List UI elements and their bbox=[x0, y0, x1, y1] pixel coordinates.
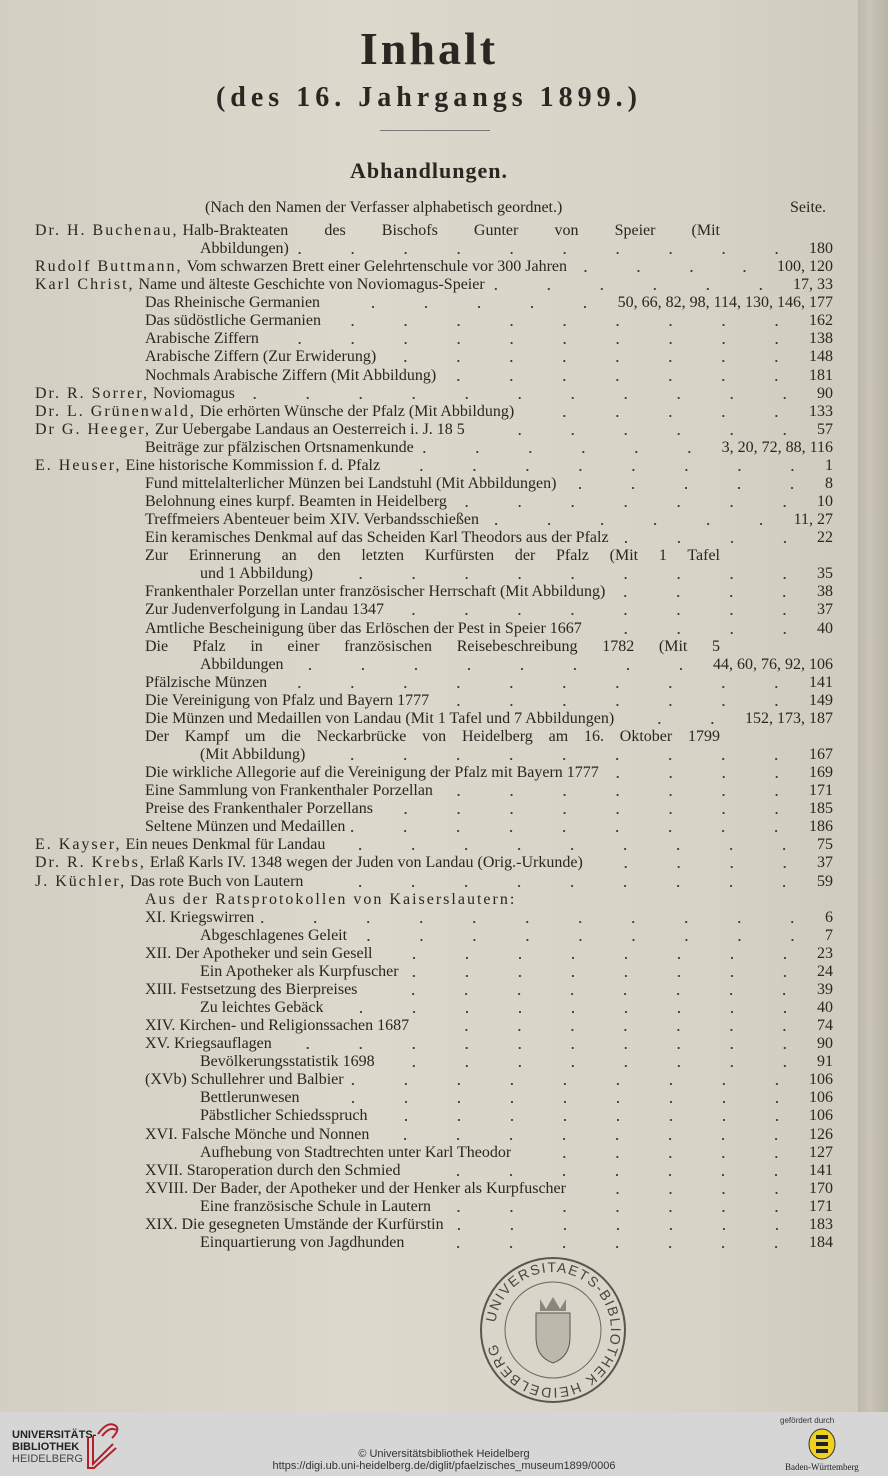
library-name-line: HEIDELBERG bbox=[12, 1453, 83, 1465]
toc-entry bbox=[145, 782, 833, 800]
divider bbox=[380, 130, 490, 131]
entry-pages: 22 bbox=[817, 529, 833, 547]
toc-entry bbox=[145, 439, 833, 457]
entry-title: Bettlerunwesen bbox=[200, 1089, 300, 1107]
toc-entry bbox=[200, 656, 833, 674]
dot-leader bbox=[386, 468, 819, 472]
dot-leader bbox=[273, 685, 803, 689]
dot-leader bbox=[375, 1137, 803, 1141]
entry-title: Die Pfalz in einer französischen Reisebeschreibung 1782 (Mit 5 bbox=[145, 637, 720, 655]
dot-leader bbox=[611, 594, 811, 598]
toc-entry bbox=[145, 367, 833, 385]
toc-entry bbox=[145, 312, 833, 330]
entry-author: E. Heuser, bbox=[35, 456, 122, 474]
library-name-line: UNIVERSITÄTS- bbox=[12, 1429, 97, 1441]
toc-entry bbox=[35, 421, 833, 439]
dot-leader bbox=[588, 631, 811, 635]
toc-entry bbox=[145, 981, 833, 999]
dot-leader bbox=[405, 974, 811, 978]
copyright: © Universitätsbibliothek Heidelberg bbox=[358, 1448, 530, 1460]
entry-title: XIV. Kirchen- und Religionssachen 1687 bbox=[145, 1017, 410, 1035]
toc-entry bbox=[145, 728, 720, 746]
entry-pages: 59 bbox=[817, 872, 833, 890]
toc-entry bbox=[200, 746, 833, 764]
dot-leader bbox=[415, 1028, 811, 1032]
dot-leader bbox=[379, 811, 803, 815]
entry-title: Abbildungen bbox=[200, 655, 284, 673]
dot-leader bbox=[573, 269, 771, 273]
entry-pages: 90 bbox=[817, 1035, 833, 1053]
toc-entry bbox=[145, 638, 720, 656]
entry-pages: 10 bbox=[817, 493, 833, 511]
entry-title: Das Rheinische Germanien bbox=[145, 294, 321, 312]
entry-pages: 39 bbox=[817, 980, 833, 998]
dot-leader bbox=[589, 865, 811, 869]
dot-leader bbox=[453, 504, 811, 508]
entry-title: XV. Kriegsauflagen bbox=[145, 1035, 272, 1053]
entry-title: Pfälzische Münzen bbox=[145, 673, 268, 691]
dot-leader bbox=[390, 612, 811, 616]
toc-entry bbox=[35, 385, 833, 403]
entry-title: Amtliche Bescheinigung über das Erlöschen der Pest in Speier 1667 bbox=[145, 619, 582, 637]
entry-pages: 149 bbox=[809, 691, 833, 709]
entry-pages: 167 bbox=[809, 746, 833, 764]
entry-pages: 152, 173, 187 bbox=[745, 709, 833, 727]
page-subtitle: (des 16. Jahrgangs 1899.) bbox=[215, 82, 642, 113]
entry-title: Das südöstliche Germanien bbox=[145, 312, 321, 330]
dot-leader bbox=[381, 1064, 811, 1068]
dot-leader bbox=[439, 793, 803, 797]
toc-entry bbox=[145, 601, 833, 619]
entry-title: Der Kampf um die Neckarbrücke von Heidelberg am 16. Oktober 1799 bbox=[145, 727, 720, 745]
toc-entry bbox=[145, 511, 833, 529]
toc-entry bbox=[145, 475, 833, 493]
entry-title: Beiträge zur pfälzischen Ortsnamenkunde bbox=[145, 438, 414, 456]
entry-title: Die erhörten Wünsche der Pfalz (Mit Abbildung) bbox=[199, 402, 515, 420]
toc-entry bbox=[200, 1089, 833, 1107]
dot-leader bbox=[435, 703, 803, 707]
entry-author: E. Kayser, bbox=[35, 836, 122, 854]
entry-title: Fund mittelalterlicher Münzen bei Landstuhl (Mit Abbildungen) bbox=[145, 474, 557, 492]
toc-entry bbox=[145, 547, 720, 565]
entry-pages: 126 bbox=[809, 1125, 833, 1143]
entry-pages: 1 bbox=[825, 456, 833, 474]
toc-entry bbox=[200, 1198, 833, 1216]
entry-title: Das rote Buch von Lautern bbox=[130, 872, 304, 890]
dot-leader bbox=[520, 414, 803, 418]
ordering-note: (Nach den Namen der Verfasser alphabetisch geordnet.) bbox=[205, 199, 563, 216]
entry-pages: 50, 66, 82, 98, 114, 130, 146, 177 bbox=[617, 294, 833, 312]
dot-leader bbox=[420, 450, 716, 454]
entry-pages: 74 bbox=[817, 1017, 833, 1035]
entry-title: Bevölkerungsstatistik 1698 bbox=[200, 1053, 375, 1071]
entry-title: Zur Uebergabe Landaus an Oesterreich i. J. 18 5 bbox=[154, 420, 465, 438]
entry-pages: 40 bbox=[817, 999, 833, 1016]
dot-leader bbox=[309, 884, 811, 888]
toc-entry bbox=[145, 764, 833, 782]
dot-leader bbox=[410, 1245, 803, 1249]
entry-pages: 24 bbox=[817, 962, 833, 980]
toc-entry bbox=[35, 836, 833, 854]
dot-leader bbox=[326, 305, 612, 309]
toc-entry bbox=[145, 1035, 833, 1053]
dot-leader bbox=[319, 576, 811, 580]
entry-title: Ein Apotheker als Kurpfuscher bbox=[200, 962, 399, 980]
entry-pages: 185 bbox=[809, 800, 833, 818]
entry-title: Zur Judenverfolgung in Landau 1347 bbox=[145, 601, 385, 619]
entry-title: Frankenthaler Porzellan unter französischer Herrschaft (Mit Abbildung) bbox=[145, 583, 606, 601]
dot-leader bbox=[572, 1191, 803, 1195]
entry-pages: 127 bbox=[809, 1143, 833, 1161]
toc-entry bbox=[200, 927, 833, 945]
toc-entry bbox=[200, 240, 833, 258]
entry-pages: 184 bbox=[809, 1233, 833, 1251]
entry-pages: 170 bbox=[809, 1179, 833, 1197]
entry-pages: 17, 33 bbox=[793, 276, 833, 294]
entry-title: (Mit Abbildung) bbox=[200, 746, 306, 764]
toc-entry bbox=[145, 945, 833, 963]
entry-pages: 35 bbox=[817, 565, 833, 583]
entry-pages: 40 bbox=[817, 619, 833, 637]
dot-leader bbox=[437, 1209, 803, 1213]
toc-entry bbox=[200, 1144, 833, 1162]
library-name-line: BIBLIOTHEK bbox=[12, 1441, 80, 1453]
dot-leader bbox=[290, 667, 707, 671]
entry-title: Vom schwarzen Brett einer Gelehrtenschule vor 300 Jahren bbox=[186, 258, 568, 276]
entry-title: XVI. Falsche Mönche und Nonnen bbox=[145, 1125, 370, 1143]
entry-pages: 37 bbox=[817, 601, 833, 619]
toc-entry bbox=[145, 674, 833, 692]
entry-author: J. Küchler, bbox=[35, 872, 127, 890]
entry-pages: 169 bbox=[809, 764, 833, 782]
entry-author: Karl Christ, bbox=[35, 276, 135, 294]
toc-entry bbox=[200, 1053, 833, 1071]
toc-entry bbox=[200, 1234, 833, 1252]
dot-leader bbox=[471, 432, 811, 436]
entry-title: XII. Der Apotheker und sein Gesell bbox=[145, 944, 373, 962]
toc-entry bbox=[145, 1126, 833, 1144]
entry-title: Päbstlicher Schiedsspruch bbox=[200, 1107, 368, 1125]
page-title: Inhalt bbox=[359, 23, 499, 74]
dot-leader bbox=[406, 1173, 803, 1177]
entry-title: und 1 Abbildung) bbox=[200, 565, 313, 583]
dot-leader bbox=[241, 396, 811, 400]
entry-author: Dr. R. Krebs, bbox=[35, 854, 146, 872]
library-stamp bbox=[478, 1255, 628, 1405]
entry-pages: 106 bbox=[809, 1107, 833, 1125]
entry-title: Arabische Ziffern bbox=[145, 330, 259, 348]
entry-title: Treffmeiers Abenteuer beim XIV. Verbandsschießen bbox=[145, 511, 479, 529]
dot-leader bbox=[353, 938, 819, 942]
entry-title: Zu leichtes Gebäck bbox=[200, 999, 324, 1016]
entry-pages: 91 bbox=[817, 1053, 833, 1071]
toc-entry bbox=[35, 457, 833, 475]
entry-pages: 8 bbox=[825, 474, 833, 492]
toc-entry bbox=[145, 800, 833, 818]
toc-entry bbox=[145, 818, 833, 836]
toc-entry bbox=[145, 891, 720, 909]
footer bbox=[0, 1412, 888, 1476]
toc-entry bbox=[145, 1216, 833, 1234]
toc-entry bbox=[145, 1180, 833, 1198]
dot-leader bbox=[615, 540, 811, 544]
entry-author: Dr. H. Buchenau, bbox=[35, 222, 179, 239]
entry-title: Noviomagus bbox=[153, 384, 235, 402]
toc-entry bbox=[35, 854, 833, 872]
dot-leader bbox=[350, 1082, 803, 1086]
entry-pages: 141 bbox=[809, 673, 833, 691]
dot-leader bbox=[485, 522, 788, 526]
entry-pages: 181 bbox=[809, 366, 833, 384]
dot-leader bbox=[442, 378, 803, 382]
toc-entry bbox=[200, 1107, 833, 1125]
entry-title: Belohnung eines kurpf. Beamten in Heidelberg bbox=[145, 493, 447, 511]
funder-name: Baden-Württemberg bbox=[785, 1462, 859, 1472]
entry-pages: 38 bbox=[817, 583, 833, 601]
entry-pages: 3, 20, 72, 88, 116 bbox=[721, 438, 833, 456]
entry-title: Eine französische Schule in Lautern bbox=[200, 1197, 432, 1215]
coat-of-arms-icon bbox=[808, 1428, 836, 1460]
entry-title: XI. Kriegswirren bbox=[145, 908, 255, 926]
entry-title: XVII. Staroperation durch den Schmied bbox=[145, 1161, 401, 1179]
entry-author: Dr. L. Grünenwald, bbox=[35, 402, 196, 420]
entry-pages: 186 bbox=[809, 818, 833, 836]
toc-entry bbox=[145, 583, 833, 601]
toc-entry bbox=[145, 529, 833, 547]
svg-text:UNIVERSITAETS-BIBLIOTHEK HEIDE: UNIVERSITAETS-BIBLIOTHEK HEIDELBERG bbox=[482, 1258, 625, 1402]
entry-title: (XVb) Schullehrer und Balbier bbox=[145, 1071, 344, 1089]
entry-pages: 7 bbox=[825, 926, 833, 944]
entry-pages: 183 bbox=[809, 1215, 833, 1233]
entry-author: Dr G. Heeger, bbox=[35, 420, 151, 438]
entry-title: Einquartierung von Jagdhunden bbox=[200, 1233, 405, 1251]
dot-leader bbox=[605, 775, 803, 779]
entry-title: Name und älteste Geschichte von Noviomagus-Speier bbox=[138, 276, 485, 294]
entry-author: Rudolf Buttmann, bbox=[35, 258, 183, 276]
dot-leader bbox=[382, 359, 803, 363]
toc-entry bbox=[35, 403, 833, 421]
dot-leader bbox=[330, 1010, 812, 1014]
entry-title: Aufhebung von Stadtrechten unter Karl Theodor bbox=[200, 1143, 512, 1161]
dot-leader bbox=[363, 992, 811, 996]
toc-entry bbox=[35, 222, 720, 240]
dot-leader bbox=[562, 486, 819, 490]
entry-pages: 171 bbox=[809, 782, 833, 800]
funded-by-label: gefördert durch bbox=[780, 1416, 835, 1425]
entry-title: Abbildungen) bbox=[200, 240, 289, 258]
entry-title: Eine historische Kommission f. d. Pfalz bbox=[125, 456, 381, 474]
permalink[interactable]: https://digi.ub.uni-heidelberg.de/diglit/pfaelzisches_museum1899/0006 bbox=[272, 1460, 616, 1472]
dot-leader bbox=[311, 757, 803, 761]
dot-leader bbox=[306, 1100, 803, 1104]
section-heading: Abhandlungen. bbox=[350, 158, 508, 183]
toc-entry bbox=[35, 258, 833, 276]
entry-pages: 106 bbox=[809, 1071, 833, 1089]
dot-leader bbox=[351, 829, 803, 833]
dot-leader bbox=[517, 1155, 803, 1159]
toc-entry bbox=[145, 692, 833, 710]
entry-pages: 11, 27 bbox=[793, 511, 833, 529]
entry-title: Seltene Münzen und Medaillen bbox=[145, 818, 346, 836]
entry-pages: 44, 60, 76, 92, 106 bbox=[713, 655, 833, 673]
entry-title: Arabische Ziffern (Zur Erwiderung) bbox=[145, 348, 377, 366]
page-edge bbox=[858, 0, 888, 1412]
toc-entry bbox=[145, 909, 833, 927]
dot-leader bbox=[260, 920, 819, 924]
entry-pages: 138 bbox=[809, 330, 833, 348]
toc-entry bbox=[200, 963, 833, 981]
dot-leader bbox=[278, 1046, 811, 1050]
entry-title: Nochmals Arabische Ziffern (Mit Abbildung) bbox=[145, 366, 437, 384]
entry-pages: 6 bbox=[825, 908, 833, 926]
entry-pages: 141 bbox=[809, 1161, 833, 1179]
dot-leader bbox=[331, 847, 811, 851]
entry-pages: 23 bbox=[817, 944, 833, 962]
toc-entry bbox=[200, 999, 833, 1017]
entry-title: Aus der Ratsprotokollen von Kaiserslautern: bbox=[145, 890, 517, 908]
dot-leader bbox=[379, 956, 812, 960]
entry-pages: 148 bbox=[809, 348, 833, 366]
entry-pages: 57 bbox=[817, 420, 833, 438]
entry-pages: 171 bbox=[809, 1197, 833, 1215]
entry-title: Die Vereinigung von Pfalz und Bayern 1777 bbox=[145, 691, 430, 709]
dot-leader bbox=[265, 341, 803, 345]
entry-title: Zur Erinnerung an den letzten Kurfürsten der Pfalz (Mit 1 Tafel bbox=[145, 547, 720, 565]
entry-title: Die Münzen und Medaillen von Landau (Mit 1 Tafel und 7 Abbildungen) bbox=[145, 709, 615, 727]
entry-title: Erlaß Karls IV. 1348 wegen der Juden von Landau (Orig.-Urkunde) bbox=[149, 854, 583, 872]
entry-pages: 90 bbox=[817, 384, 833, 402]
entry-title: XIII. Festsetzung des Bierpreises bbox=[145, 980, 358, 998]
entry-title: Die wirkliche Allegorie auf die Vereinigung der Pfalz mit Bayern 1777 bbox=[145, 764, 599, 782]
toc-entry bbox=[35, 873, 833, 891]
toc-entry bbox=[145, 330, 833, 348]
dot-leader bbox=[327, 323, 803, 327]
entry-pages: 106 bbox=[809, 1089, 833, 1107]
toc-entry bbox=[145, 620, 833, 638]
dot-leader bbox=[620, 721, 739, 725]
dot-leader bbox=[450, 1227, 803, 1231]
toc-entry bbox=[35, 276, 833, 294]
toc-entry bbox=[145, 1162, 833, 1180]
dot-leader bbox=[295, 251, 803, 255]
entry-title: Ein neues Denkmal für Landau bbox=[125, 836, 326, 854]
toc-entry bbox=[200, 565, 833, 583]
entry-title: Preise des Frankenthaler Porzellans bbox=[145, 800, 373, 818]
entry-title: Ein keramisches Denkmal auf das Scheiden Karl Theodors aus der Pfalz bbox=[145, 529, 609, 547]
toc-entry bbox=[145, 1017, 833, 1035]
entry-pages: 133 bbox=[809, 402, 833, 420]
page-column-label: Seite. bbox=[790, 199, 826, 216]
toc-entry bbox=[145, 493, 833, 511]
entry-author: Dr. R. Sorrer, bbox=[35, 384, 150, 402]
dot-leader bbox=[491, 287, 787, 291]
entry-title: XVIII. Der Bader, der Apotheker und der Henker als Kurpfuscher bbox=[145, 1179, 566, 1197]
entry-title: Abgeschlagenes Geleit bbox=[200, 926, 348, 944]
entry-pages: 100, 120 bbox=[777, 258, 833, 276]
toc-entry bbox=[145, 348, 833, 366]
entry-pages: 75 bbox=[817, 836, 833, 854]
toc-entry bbox=[145, 294, 833, 312]
toc-entry bbox=[145, 710, 833, 728]
dot-leader bbox=[374, 1118, 803, 1122]
entry-title: Eine Sammlung von Frankenthaler Porzellan bbox=[145, 782, 433, 800]
entry-title: XIX. Die gesegneten Umstände der Kurfürstin bbox=[145, 1215, 444, 1233]
entry-pages: 180 bbox=[809, 240, 833, 258]
entry-pages: 162 bbox=[809, 312, 833, 330]
entry-title: Halb-Brakteaten des Bischofs Gunter von Speier (Mit bbox=[182, 222, 720, 239]
entry-pages: 37 bbox=[817, 854, 833, 872]
toc-entry bbox=[145, 1071, 833, 1089]
